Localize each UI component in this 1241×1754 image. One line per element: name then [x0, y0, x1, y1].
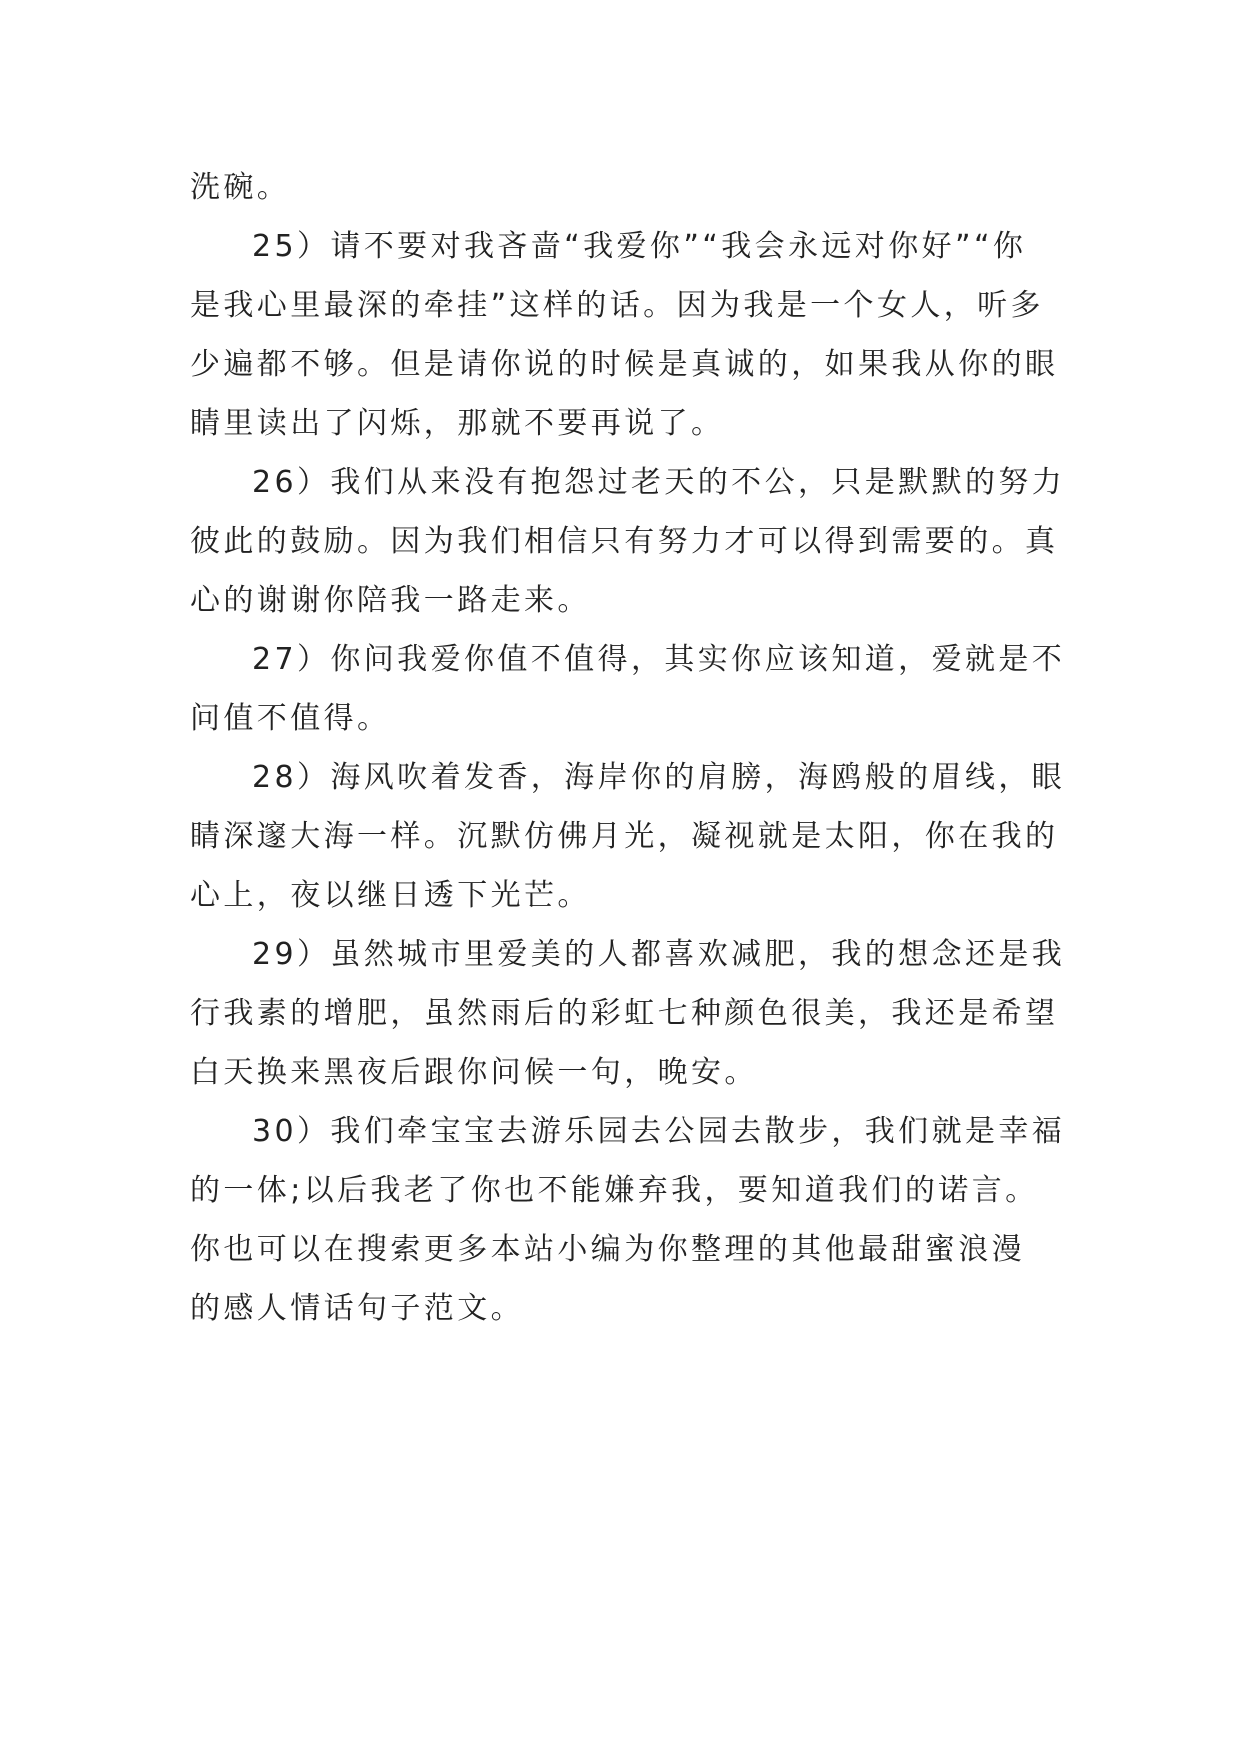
text-line: 的感人情话句子范文。 — [190, 1291, 524, 1326]
text-line: 问值不值得。 — [190, 701, 391, 736]
text-line: 25）请不要对我吝啬“我爱你”“我会永远对你好”“你 — [252, 229, 1027, 264]
paragraph-28 — [190, 748, 1066, 925]
text-line: 30）我们牵宝宝去游乐园去公园去散步，我们就是幸福 — [252, 1114, 1066, 1149]
text-line: 26）我们从来没有抱怨过老天的不公，只是默默的努力 — [252, 465, 1066, 500]
text-line: 行我素的增肥，虽然雨后的彩虹七种颜色很美，我还是希望 — [190, 996, 1059, 1031]
text-line: 27）你问我爱你值不值得，其实你应该知道，爱就是不 — [252, 642, 1066, 677]
text-line: 洗碗。 — [190, 170, 291, 205]
paragraph-30 — [190, 1102, 1066, 1338]
text-line: 28）海风吹着发香，海岸你的肩膀，海鸥般的眉线，眼 — [252, 760, 1066, 795]
text-line: 白天换来黑夜后跟你问候一句，晚安。 — [190, 1055, 758, 1090]
paragraph-29 — [190, 925, 1066, 1102]
text-line: 少遍都不够。但是请你说的时候是真诚的，如果我从你的眼 — [190, 347, 1059, 382]
text-line: 睛深邃大海一样。沉默仿佛月光，凝视就是太阳，你在我的 — [190, 819, 1059, 854]
text-line: 心的谢谢你陪我一路走来。 — [190, 583, 591, 618]
paragraph-25 — [190, 217, 1059, 453]
document-body — [190, 158, 1066, 1338]
text-line: 彼此的鼓励。因为我们相信只有努力才可以得到需要的。真 — [190, 524, 1059, 559]
paragraph-continuation — [190, 158, 1052, 217]
text-line: 29）虽然城市里爱美的人都喜欢减肥，我的想念还是我 — [252, 937, 1066, 972]
text-line: 睛里读出了闪烁，那就不要再说了。 — [190, 406, 725, 441]
text-line: 是我心里最深的牵挂”这样的话。因为我是一个女人，听多 — [190, 288, 1044, 323]
text-line: 心上，夜以继日透下光芒。 — [190, 878, 591, 913]
text-line: 你也可以在搜索更多本站小编为你整理的其他最甜蜜浪漫 — [190, 1232, 1025, 1267]
paragraph-27 — [190, 630, 1066, 748]
paragraph-26 — [190, 453, 1066, 630]
text-line: 的一体;以后我老了你也不能嫌弃我，要知道我们的诺言。 — [190, 1173, 1039, 1208]
